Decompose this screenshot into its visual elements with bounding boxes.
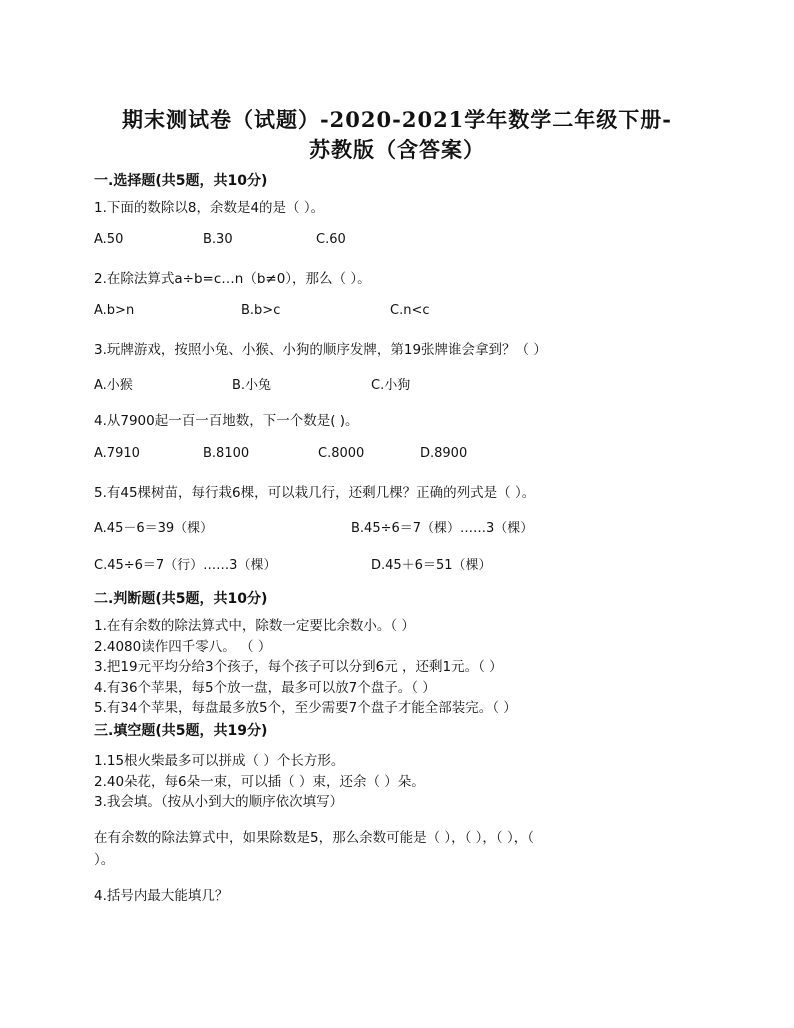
question-text: 5.有45棵树苗，每行栽6棵，可以栽几行，还剩几棵？正确的列式是（ ）。 — [94, 485, 536, 501]
page-title-line2: 苏教版（含答案） — [309, 137, 485, 162]
option-text: A.b>n — [94, 303, 135, 318]
question-text: 2.4080读作四千零八。 （ ） — [94, 639, 272, 655]
option-text: B.45÷6＝7（棵）……3（棵） — [351, 521, 534, 536]
question-text: 4.从7900起一百一百地数，下一个数是( )。 — [94, 413, 359, 429]
section-heading-choice: 一.选择题(共5题，共10分) — [94, 173, 268, 189]
option-text: D.8900 — [420, 446, 468, 461]
option-text: B.30 — [203, 232, 233, 247]
question-text: 3.玩牌游戏，按照小兔、小猴、小狗的顺序发牌，第19张牌谁会拿到？（ ） — [94, 342, 547, 358]
option-text: A.小猴 — [94, 378, 133, 393]
section-heading-fill: 三.填空题(共5题，共19分) — [94, 723, 268, 739]
question-text: 5.有34个苹果，每盘最多放5个，至少需要7个盘子才能全部装完。（ ） — [94, 700, 517, 716]
option-text: C.n<c — [390, 303, 430, 318]
option-text: C.60 — [316, 232, 346, 247]
question-text: 3.我会填。（按从小到大的顺序依次填写） — [94, 794, 344, 810]
section-heading-judge: 二.判断题(共5题，共10分) — [94, 591, 268, 607]
question-text: 1.下面的数除以8，余数是4的是（ ）。 — [94, 200, 325, 216]
option-text: C.8000 — [318, 446, 365, 461]
question-text: 4.括号内最大能填几？ — [94, 888, 229, 904]
option-text: B.小兔 — [232, 378, 272, 393]
option-text: B.8100 — [203, 446, 250, 461]
question-text: 2.在除法算式a÷b=c…n（b≠0），那么（ ）。 — [94, 271, 371, 287]
option-text: C.小狗 — [371, 378, 411, 393]
paragraph-line: ）。 — [94, 852, 115, 868]
option-text: A.7910 — [94, 446, 140, 461]
page-title-line1: 期末测试卷（试题）-2020-2021学年数学二年级下册- — [121, 107, 673, 132]
option-text: B.b>c — [241, 303, 281, 318]
option-text: A.45－6＝39（棵） — [94, 521, 214, 536]
option-text: D.45＋6＝51（棵） — [371, 558, 492, 573]
option-text: A.50 — [94, 232, 124, 247]
question-text: 1.15根火柴最多可以拼成（ ）个长方形。 — [94, 753, 345, 769]
question-text: 2.40朵花，每6朵一束，可以插（ ）束，还余（ ）朵。 — [94, 774, 425, 790]
option-text: C.45÷6＝7（行）……3（棵） — [94, 558, 277, 573]
paragraph-line: 在有余数的除法算式中，如果除数是5，那么余数可能是（ ），（ ），（ ），（ — [94, 830, 534, 846]
question-text: 3.把19元平均分给3个孩子，每个孩子可以分到6元 ，还剩1元。（ ） — [94, 659, 503, 675]
question-text: 1.在有余数的除法算式中，除数一定要比余数小。（ ） — [94, 618, 415, 634]
question-text: 4.有36个苹果，每5个放一盘，最多可以放7个盘子。（ ） — [94, 680, 436, 696]
